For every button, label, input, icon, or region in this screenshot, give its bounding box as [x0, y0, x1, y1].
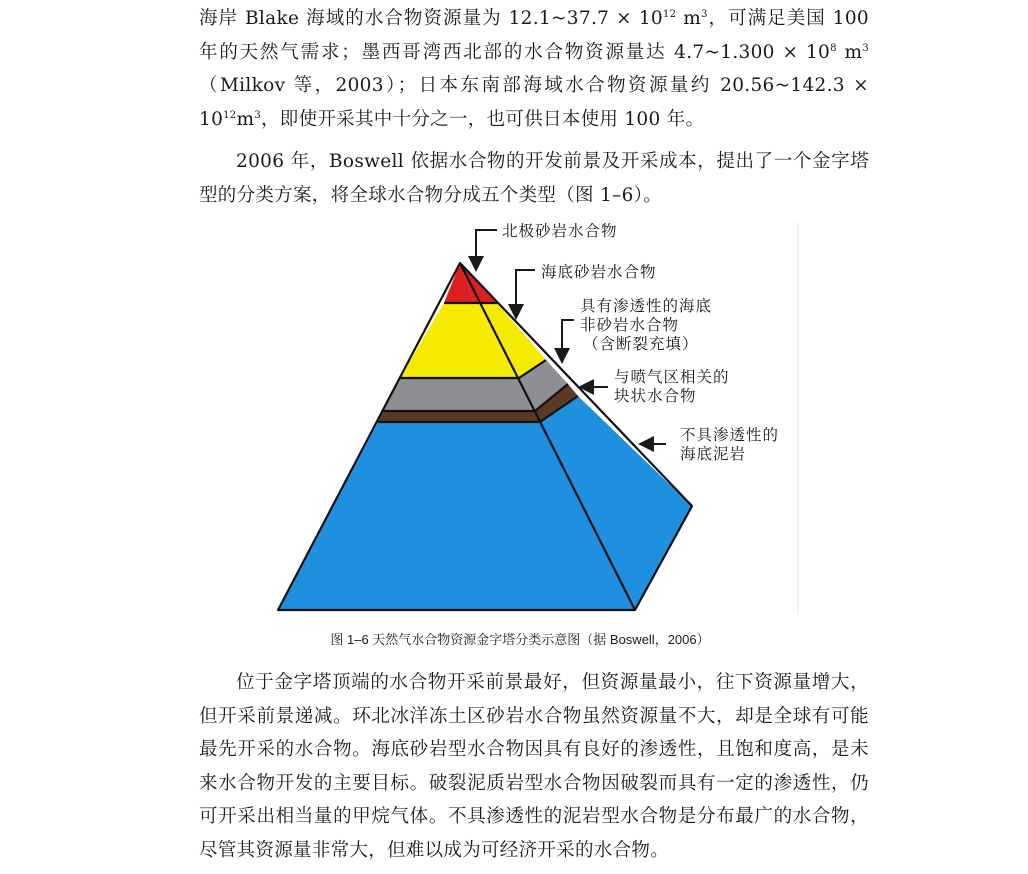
superscript: 12: [223, 109, 237, 121]
text-run: ，可满足美国 100 年的天然气需求；墨西哥湾西北部的水合物资源量达 4.7~1.300 × 10: [199, 8, 869, 63]
paragraph-boswell-classification: 2006 年，Boswell 依据水合物的开发前景及开采成本，提出了一个金字塔型的分类方案，将全球水合物分成五个类型（图 1–6）。: [199, 151, 869, 206]
label-nonsand-line2: 非砂岩水合物: [580, 316, 680, 334]
text-run: m: [836, 41, 863, 63]
label-arctic-sandstone: 北极砂岩水合物: [502, 222, 618, 240]
layer-vent-front: [378, 411, 540, 422]
superscript: 12: [663, 9, 677, 20]
superscript: 3: [862, 42, 870, 54]
label-nonsand-line3: （含断裂充填）: [583, 335, 699, 353]
paragraph-pyramid-explanation: 位于金字塔顶端的水合物开采前景最好，但资源量最小，往下资源量增大，但开采前景递减。环北冰洋冻土区砂岩水合物虽然资源量不大，却是全球有可能最先开采的水合物。海底砂岩型水合物因具有良好的渗透性，且饱和度高，是未来水合物开发的主要目标。破裂泥质岩型水合物因破裂而具有一定的渗透性，仍可开采出相当量的甲烷气体。不具渗透性的泥岩型水合物是分布最广的水合物，尽管其资源量非常大，但难以成为可经济开采的水合物。: [199, 672, 869, 861]
superscript: 3: [254, 109, 261, 121]
label-vent-line2: 块状水合物: [614, 387, 697, 405]
label-vent-line1: 与喷气区相关的: [614, 368, 730, 386]
layer-nonsand-front: [383, 378, 535, 411]
figure-caption: 图 1–6 天然气水合物资源金字塔分类示意图（据 Boswell，2006）: [330, 632, 710, 647]
label-mud-line1: 不具渗透性的: [680, 426, 780, 444]
text-run: （Milkov 等，2003）；日本东南部海域水合物资源量约 20.56~142.3 × 10: [199, 75, 869, 130]
superscript: 8: [830, 42, 837, 54]
text-run: m: [676, 8, 702, 29]
label-marine-sandstone: 海底砂岩水合物: [541, 263, 657, 281]
superscript: 3: [701, 9, 708, 20]
text-run: 海岸 Blake 海域的水合物资源量为 12.1~37.7 × 10: [199, 8, 663, 29]
label-mud-line2: 海底泥岩: [680, 445, 747, 463]
text-run: ，即使开采其中十分之一，也可供日本使用 100 年。: [260, 108, 705, 130]
text-run: m: [236, 108, 255, 130]
label-nonsand-line1: 具有渗透性的海底: [580, 297, 713, 315]
